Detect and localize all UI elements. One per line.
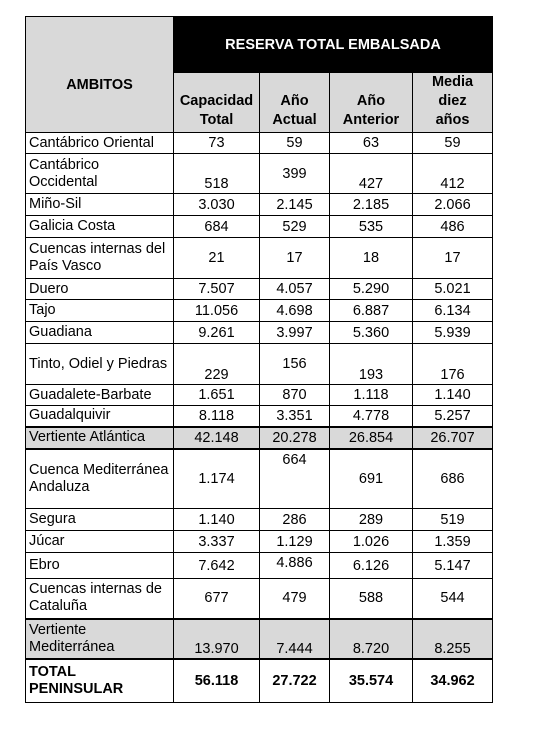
cell-ano-anterior: 35.574 <box>330 659 413 703</box>
cell-ano-actual: 4.698 <box>260 300 330 322</box>
cell-media: 6.134 <box>413 300 493 322</box>
cell-ano-anterior: 691 <box>330 449 413 509</box>
table-row <box>26 509 493 531</box>
row-label: Cantábrico Oriental <box>26 133 174 154</box>
cell-media: 2.066 <box>413 194 493 216</box>
cell-ano-actual: 7.444 <box>260 619 330 659</box>
reservoir-table <box>25 16 493 703</box>
cell-ano-actual: 1.129 <box>260 531 330 553</box>
row-label: Tajo <box>26 300 174 322</box>
row-label: Segura <box>26 509 174 531</box>
table-row <box>26 279 493 300</box>
table-row <box>26 385 493 406</box>
group-title-header: RESERVA TOTAL EMBALSADA <box>174 17 493 73</box>
cell-ano-anterior: 4.778 <box>330 406 413 427</box>
cell-capacidad: 3.337 <box>174 531 260 553</box>
cell-ano-anterior: 2.185 <box>330 194 413 216</box>
col-header-ano-actual: Año Actual <box>260 73 330 133</box>
row-label: Júcar <box>26 531 174 553</box>
row-label: Guadalquivir <box>26 406 174 427</box>
table-row <box>26 300 493 322</box>
cell-ano-actual: 20.278 <box>260 427 330 449</box>
cell-ano-actual: 156 <box>260 344 330 385</box>
cell-ano-anterior: 588 <box>330 579 413 619</box>
cell-ano-actual: 286 <box>260 509 330 531</box>
table-row <box>26 553 493 579</box>
table-row <box>26 344 493 385</box>
cell-ano-anterior: 26.854 <box>330 427 413 449</box>
cell-media: 26.707 <box>413 427 493 449</box>
row-label: Cantábrico Occidental <box>26 154 174 194</box>
row-label: Duero <box>26 279 174 300</box>
cell-media: 686 <box>413 449 493 509</box>
cell-media: 544 <box>413 579 493 619</box>
cell-capacidad: 56.118 <box>174 659 260 703</box>
cell-capacidad: 21 <box>174 238 260 279</box>
cell-media: 5.257 <box>413 406 493 427</box>
table-row <box>26 216 493 238</box>
cell-media: 412 <box>413 154 493 194</box>
cell-capacidad: 229 <box>174 344 260 385</box>
cell-capacidad: 42.148 <box>174 427 260 449</box>
cell-ano-anterior: 6.126 <box>330 553 413 579</box>
table-row <box>26 449 493 509</box>
cell-ano-actual: 870 <box>260 385 330 406</box>
cell-ano-anterior: 289 <box>330 509 413 531</box>
cell-ano-actual: 529 <box>260 216 330 238</box>
cell-ano-anterior: 6.887 <box>330 300 413 322</box>
table-row <box>26 579 493 619</box>
cell-media: 5.021 <box>413 279 493 300</box>
cell-ano-anterior: 427 <box>330 154 413 194</box>
cell-ano-anterior: 8.720 <box>330 619 413 659</box>
table-row <box>26 194 493 216</box>
cell-ano-anterior: 18 <box>330 238 413 279</box>
cell-capacidad: 13.970 <box>174 619 260 659</box>
cell-ano-anterior: 193 <box>330 344 413 385</box>
row-label: Vertiente Mediterránea <box>26 619 174 659</box>
cell-capacidad: 1.140 <box>174 509 260 531</box>
cell-media: 5.147 <box>413 553 493 579</box>
cell-ano-anterior: 1.118 <box>330 385 413 406</box>
col-header-media: Media diez años <box>413 73 493 133</box>
cell-ano-actual: 17 <box>260 238 330 279</box>
cell-ano-actual: 2.145 <box>260 194 330 216</box>
row-label: Miño-Sil <box>26 194 174 216</box>
table-row <box>26 238 493 279</box>
cell-ano-actual: 59 <box>260 133 330 154</box>
cell-ano-actual: 4.886 <box>260 553 330 579</box>
cell-media: 17 <box>413 238 493 279</box>
cell-capacidad: 684 <box>174 216 260 238</box>
cell-ano-anterior: 1.026 <box>330 531 413 553</box>
col-header-ano-anterior: Año Anterior <box>330 73 413 133</box>
cell-ano-actual: 3.997 <box>260 322 330 344</box>
cell-ano-actual: 3.351 <box>260 406 330 427</box>
cell-media: 176 <box>413 344 493 385</box>
table-row <box>26 133 493 154</box>
cell-capacidad: 3.030 <box>174 194 260 216</box>
cell-ano-anterior: 535 <box>330 216 413 238</box>
cell-capacidad: 7.507 <box>174 279 260 300</box>
col-header-capacidad: Capacidad Total <box>174 73 260 133</box>
cell-capacidad: 518 <box>174 154 260 194</box>
cell-ano-anterior: 5.290 <box>330 279 413 300</box>
table-row <box>26 406 493 427</box>
table-row <box>26 531 493 553</box>
row-label: Vertiente Atlántica <box>26 427 174 449</box>
cell-ano-actual: 27.722 <box>260 659 330 703</box>
cell-capacidad: 7.642 <box>174 553 260 579</box>
cell-media: 1.140 <box>413 385 493 406</box>
cell-capacidad: 8.118 <box>174 406 260 427</box>
row-label: Cuencas internas del País Vasco <box>26 238 174 279</box>
table-row <box>26 154 493 194</box>
cell-ano-actual: 479 <box>260 579 330 619</box>
cell-ano-actual: 664 <box>260 449 330 509</box>
cell-media: 519 <box>413 509 493 531</box>
row-label: Guadiana <box>26 322 174 344</box>
row-label: Tinto, Odiel y Piedras <box>26 344 174 385</box>
table-row <box>26 322 493 344</box>
row-label: Galicia Costa <box>26 216 174 238</box>
total-row <box>26 659 493 703</box>
cell-ano-anterior: 63 <box>330 133 413 154</box>
cell-media: 486 <box>413 216 493 238</box>
ambitos-header: AMBITOS <box>26 17 174 133</box>
cell-ano-actual: 4.057 <box>260 279 330 300</box>
row-label: Guadalete-Barbate <box>26 385 174 406</box>
row-label: TOTAL PENINSULAR <box>26 659 174 703</box>
cell-capacidad: 9.261 <box>174 322 260 344</box>
cell-capacidad: 11.056 <box>174 300 260 322</box>
cell-capacidad: 1.651 <box>174 385 260 406</box>
cell-ano-actual: 399 <box>260 154 330 194</box>
cell-media: 5.939 <box>413 322 493 344</box>
cell-capacidad: 1.174 <box>174 449 260 509</box>
subtotal-row <box>26 427 493 449</box>
row-label: Cuenca Mediterránea Andaluza <box>26 449 174 509</box>
subtotal-row <box>26 619 493 659</box>
cell-media: 1.359 <box>413 531 493 553</box>
cell-ano-anterior: 5.360 <box>330 322 413 344</box>
cell-capacidad: 677 <box>174 579 260 619</box>
cell-media: 34.962 <box>413 659 493 703</box>
cell-media: 8.255 <box>413 619 493 659</box>
cell-media: 59 <box>413 133 493 154</box>
row-label: Cuencas internas de Cataluña <box>26 579 174 619</box>
cell-capacidad: 73 <box>174 133 260 154</box>
row-label: Ebro <box>26 553 174 579</box>
